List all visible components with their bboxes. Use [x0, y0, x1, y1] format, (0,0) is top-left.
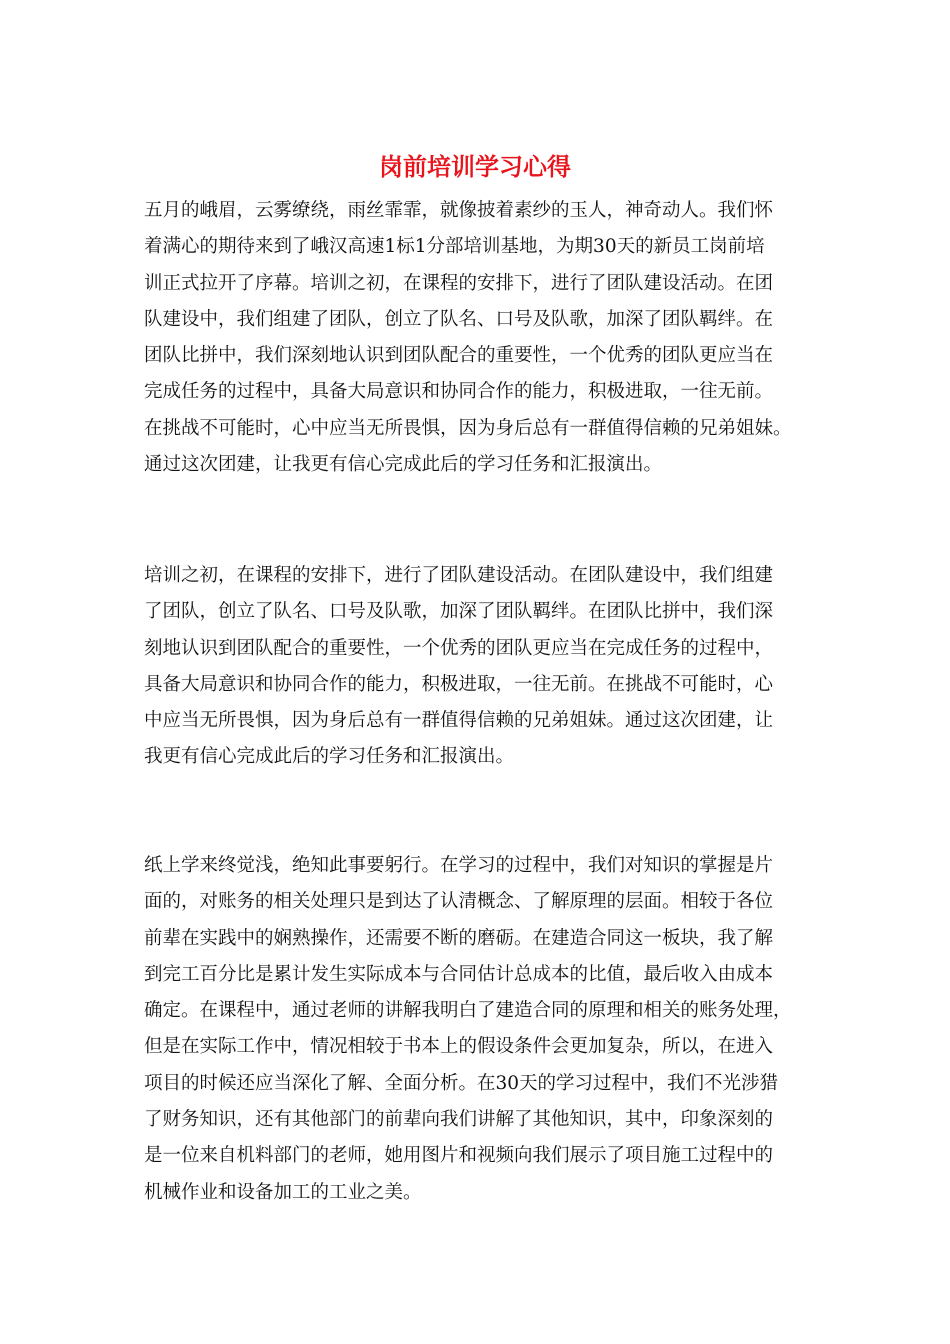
- paragraph-learning: [144, 848, 810, 1211]
- paragraph-line: 前辈在实践中的娴熟操作，还需要不断的磨砺。在建造合同这一板块，我了解: [144, 927, 774, 949]
- paragraph-line: 面的，对账务的相关处理只是到达了认清概念、了解原理的层面。相较于各位: [144, 891, 774, 913]
- paragraph-line: 确定。在课程中，通过老师的讲解我明白了建造合同的原理和相关的账务处理，: [144, 1000, 792, 1022]
- paragraph-line: 五月的峨眉，云雾缭绕，雨丝霏霏，就像披着素纱的玉人，神奇动人。我们怀: [144, 200, 774, 221]
- paragraph-line: 但是在实际工作中，情况相较于书本上的假设条件会更加复杂，所以，在进入: [144, 1036, 774, 1058]
- paragraph-line: 纸上学来终觉浅，绝知此事要躬行。在学习的过程中，我们对知识的掌握是片: [144, 855, 774, 876]
- paragraph-line: 项目的时候还应当深化了解、全面分析。在30天的学习过程中，我们不光涉猎: [144, 1072, 779, 1094]
- paragraph-line: 训正式拉开了序幕。培训之初，在课程的安排下，进行了团队建设活动。在团: [144, 272, 774, 294]
- paragraph-team-building-intro: [144, 193, 810, 483]
- paragraph-line: 着满心的期待来到了峨汉高速1标1分部培训基地，为期30天的新员工岗前培: [144, 236, 765, 258]
- paragraph-line: 刻地认识到团队配合的重要性，一个优秀的团队更应当在完成任务的过程中，: [144, 637, 774, 659]
- paragraph-line: 通过这次团建，让我更有信心完成此后的学习任务和汇报演出。: [144, 454, 663, 476]
- paragraph-line: 完成任务的过程中，具备大局意识和协同合作的能力，积极进取，一往无前。: [144, 381, 774, 403]
- paragraph-line: 具备大局意识和协同合作的能力，积极进取，一往无前。在挑战不可能时，心: [144, 673, 774, 695]
- paragraph-line: 团队比拼中，我们深刻地认识到团队配合的重要性，一个优秀的团队更应当在: [144, 345, 774, 367]
- paragraph-line: 中应当无所畏惧，因为身后总有一群值得信赖的兄弟姐妹。通过这次团建，让: [144, 710, 774, 732]
- paragraph-line: 了财务知识，还有其他部门的前辈向我们讲解了其他知识，其中，印象深刻的: [144, 1109, 774, 1131]
- paragraph-line: 机械作业和设备加工的工业之美。: [144, 1181, 422, 1203]
- paragraph-team-building: [144, 558, 810, 776]
- document-title: 岗前培训学习心得: [379, 152, 571, 181]
- paragraph-line: 到完工百分比是累计发生实际成本与合同估计总成本的比值，最后收入由成本: [144, 963, 774, 985]
- paragraph-line: 是一位来自机料部门的老师，她用图片和视频向我们展示了项目施工过程中的: [144, 1145, 774, 1167]
- paragraph-line: 了团队，创立了队名、口号及队歌，加深了团队羁绊。在团队比拼中，我们深: [144, 601, 774, 623]
- paragraph-line: 队建设中，我们组建了团队，创立了队名、口号及队歌，加深了团队羁绊。在: [144, 308, 774, 330]
- paragraph-line: 我更有信心完成此后的学习任务和汇报演出。: [144, 746, 515, 768]
- paragraph-line: 培训之初，在课程的安排下，进行了团队建设活动。在团队建设中，我们组建: [144, 565, 774, 586]
- paragraph-line: 在挑战不可能时，心中应当无所畏惧，因为身后总有一群值得信赖的兄弟姐妹。: [144, 417, 792, 439]
